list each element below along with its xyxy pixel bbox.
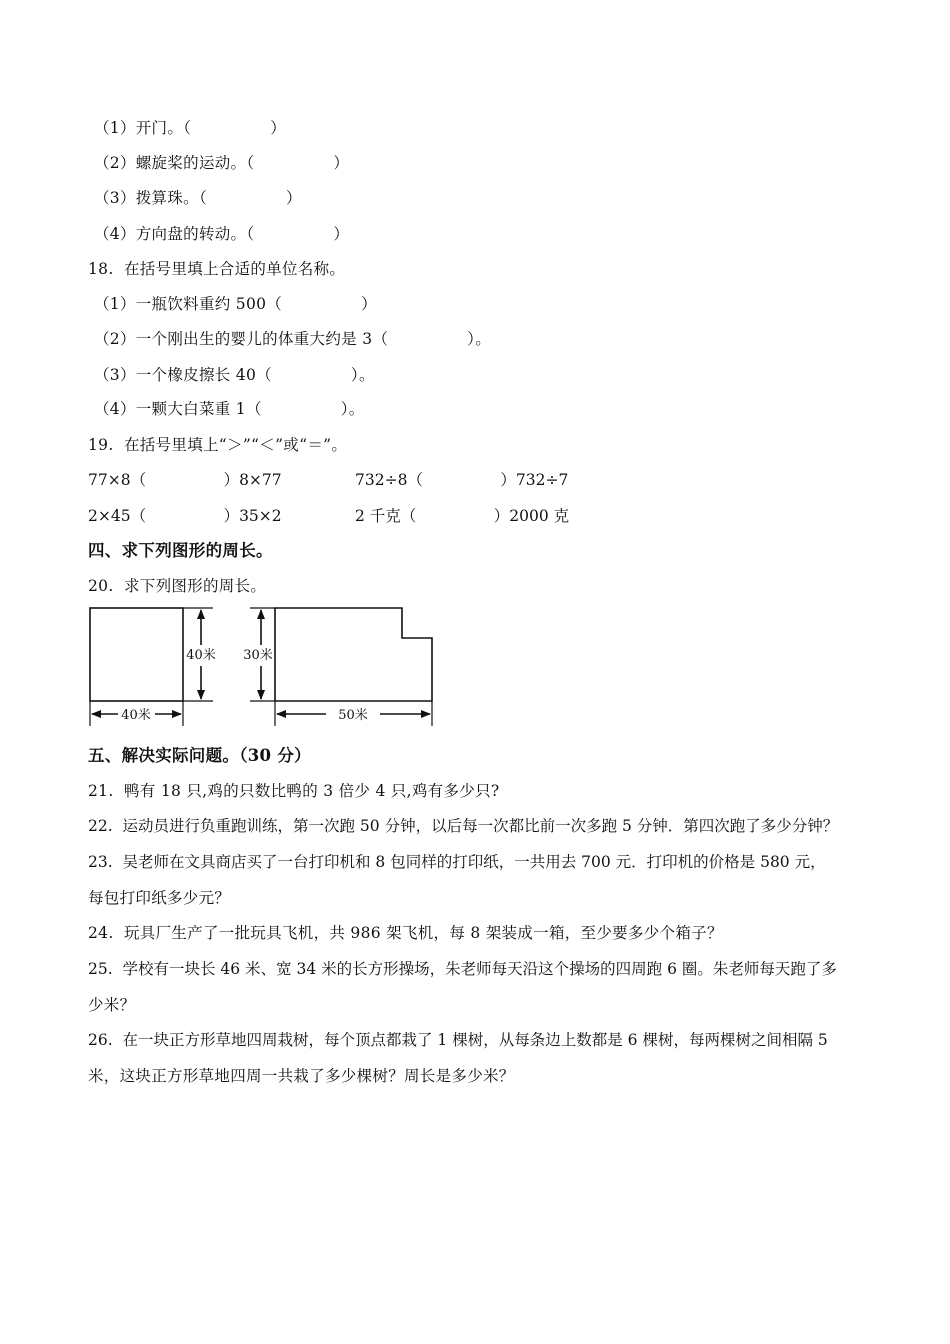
q18-item-1: （1）一瓶饮料重约 500（ ） xyxy=(94,295,377,313)
q19-compare-1: 77×8（ ）8×77 xyxy=(88,471,282,489)
q17-item-1: （1）开门。（ ） xyxy=(94,119,287,137)
q18-item-2: （2）一个刚出生的婴儿的体重大约是 3（ ）。 xyxy=(94,330,492,348)
q17-item-3: （3）拨算珠。（ ） xyxy=(94,189,302,207)
q19-compare-3: 2×45（ ）35×2 xyxy=(88,507,282,525)
q26-line-1: 26. 在一块正方形草地四周栽树，每个顶点都栽了 1 棵树，从每条边上数都是 6 棵树，每两棵树之间相隔 5 xyxy=(88,1031,828,1049)
stepped-shape xyxy=(275,608,432,701)
q24: 24. 玩具厂生产了一批玩具飞机，共 986 架飞机，每 8 架装成一箱，至少要多少个箱子？ xyxy=(88,924,723,942)
q18-item-3: （3）一个橡皮擦长 40（ ）。 xyxy=(94,366,375,384)
section-4-heading: 四、求下列图形的周长。 xyxy=(88,541,273,560)
q19-compare-2: 732÷8（ ）732÷7 xyxy=(355,471,569,489)
perimeter-figure xyxy=(80,600,450,735)
q23-line-1: 23. 吴老师在文具商店买了一台打印机和 8 包同样的打印纸，一共用去 700 元．打印机的价格是 580 元， xyxy=(88,853,826,871)
q17-item-2: （2）螺旋桨的运动。（ ） xyxy=(94,154,350,172)
q26-line-2: 米，这块正方形草地四周一共栽了多少棵树？周长是多少米？ xyxy=(88,1067,515,1085)
q21: 21. 鸭有 18 只,鸡的只数比鸭的 3 倍少 4 只,鸡有多少只? xyxy=(88,782,500,800)
q20-title: 20. 求下列图形的周长。 xyxy=(88,577,267,595)
section-5-heading: 五、解决实际问题。（30 分） xyxy=(88,746,311,765)
square-width-label: 40米 xyxy=(121,708,151,723)
q19-compare-4: 2 千克（ ）2000 克 xyxy=(355,507,570,525)
q17-item-4: （4）方向盘的转动。（ ） xyxy=(94,225,350,243)
shape-height-label: 30米 xyxy=(243,648,273,663)
q23-line-2: 每包打印纸多少元？ xyxy=(88,889,231,907)
square-shape xyxy=(90,608,183,701)
q19-title: 19. 在括号里填上“＞”“＜”或“＝”。 xyxy=(88,436,348,454)
shape-width-label: 50米 xyxy=(338,708,368,723)
square-height-label: 40米 xyxy=(186,648,216,663)
q18-title: 18. 在括号里填上合适的单位名称。 xyxy=(88,260,346,278)
q25-line-1: 25. 学校有一块长 46 米、宽 34 米的长方形操场，朱老师每天沿这个操场的四周跑 6 圈。朱老师每天跑了多 xyxy=(88,960,837,978)
q25-line-2: 少米？ xyxy=(88,996,136,1014)
q22: 22. 运动员进行负重跑训练，第一次跑 50 分钟，以后每一次都比前一次多跑 5 分钟．第四次跑了多少分钟？ xyxy=(88,817,839,835)
q18-item-4: （4）一颗大白菜重 1（ ）。 xyxy=(94,400,365,418)
